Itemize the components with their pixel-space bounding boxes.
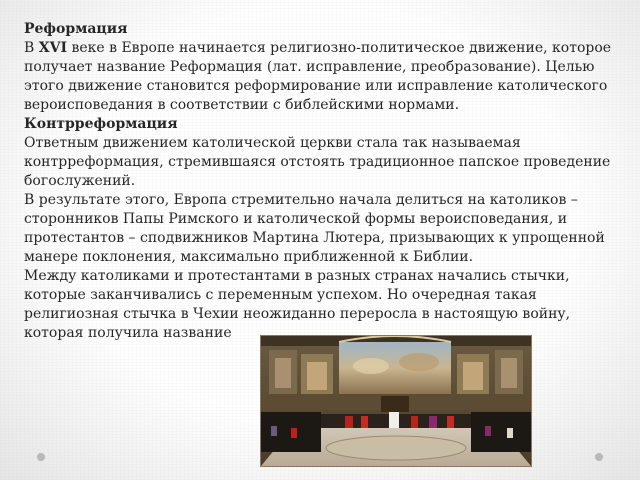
hall-audience-photo [260,335,532,467]
counter-reformation-paragraph: Ответным движением католической церкви стала так называемая контрреформация, стремившаяся отстоять традиционное папское проведение богослужений. [24,135,611,189]
reformation-body: веке в Европе начинается религиозно-политическое движение, которое получает название Реформация (лат. исправление, преобразование). Целью этого движение становится реформирование или исправление католического вероисповедания в соответствии с библейскими нормами. [24,40,612,113]
counter-reformation-heading: Контрреформация [24,116,178,132]
result-paragraph: В результате этого, Европа стремительно начала делиться на католиков – сторонников Папы Римского и католической формы вероисповедания, и протестантов – сподвижников Мартина Лютера, призывающих к упрощенной манере поклонения, максимально приближенной к Библии. [24,192,605,265]
conflict-paragraph: Между католиками и протестантами в разных странах начались стычки, которые заканчивались с переменным успехом. Но очередная такая религиозная стычка в Чехии неожиданно переросла в настоящую войну, которая получила название [24,268,571,341]
reformation-intro: В [24,40,39,56]
reformation-paragraph [24,39,624,115]
century-numeral: XVI [38,40,68,56]
slide-text [24,20,624,343]
hall-photo-graphic [261,336,531,466]
slide-decoration-dot-right [595,453,603,461]
reformation-heading: Реформация [24,21,128,37]
slide-decoration-dot-left [37,453,45,461]
